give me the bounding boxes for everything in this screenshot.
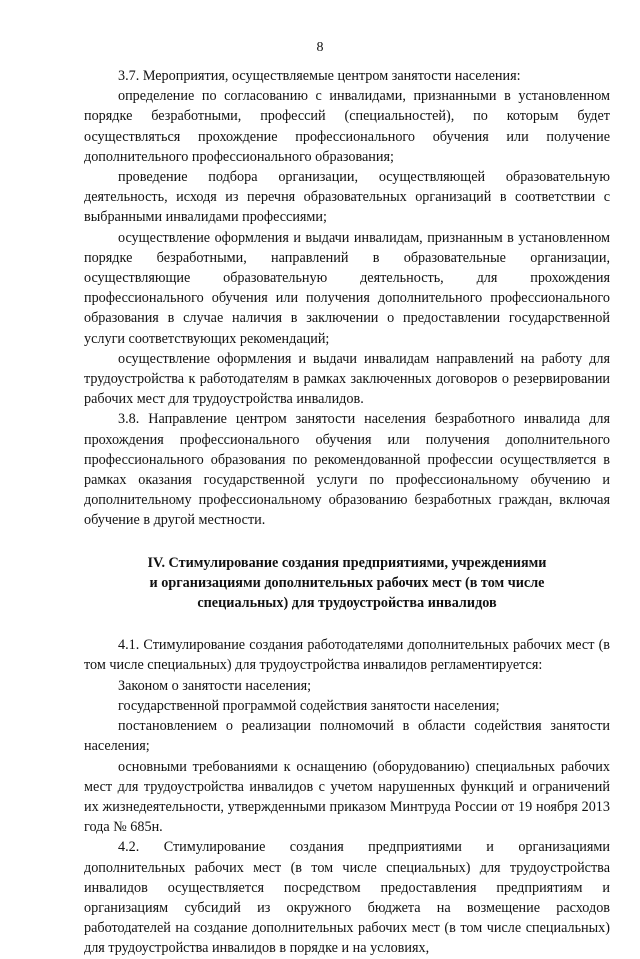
section-heading-line: специальных) для трудоустройства инвалидов xyxy=(197,595,497,612)
paragraph: проведение подбора организации, осуществляющей образовательную деятельность, исходя из перечня образовательных организаций в соответствии с выбранными инвалидами профессиями; xyxy=(84,169,610,226)
paragraph-4-2: 4.2. Стимулирование создания предприятиями и организациями дополнительных рабочих мест (в том числе специальных) для трудоустройства инвалидов осуществляется посредством предоставления предприятиям и организациям субсидий из окружного бюджета на возмещение расходов работодателей на создание дополнительных рабочих мест (в том числе специальных) для трудоустройства инвалидов в порядке и на условиях, xyxy=(84,839,610,957)
paragraph: основными требованиями к оснащению (оборудованию) специальных рабочих мест для трудоустройства инвалидов с учетом нарушенных функций и ограничений их жизнедеятельности, утвержденными приказом Минтруда России от 19 ноября 2013 года № 685н. xyxy=(84,758,610,836)
paragraph-3-8: 3.8. Направление центром занятости населения безработного инвалида для прохождения профессионального обучения или получения дополнительного профессионального образования по рекомендованной профессии осуществляется в рамках оказания государственной услуги по профессиональному обучению и дополнительному профессиональному образованию безработных граждан, включая обучение в другой местности. xyxy=(84,411,610,529)
section-heading-line: IV. Стимулирование создания предприятиями, учреждениями xyxy=(147,554,547,571)
paragraph: определение по согласованию с инвалидами, признанными в установленном порядке безработными, профессий (специальностей), по которым будет осуществляться прохождение профессионального обучения или получение дополнительного профессионального образования; xyxy=(84,88,610,165)
page-number: 8 xyxy=(316,40,324,55)
paragraph: осуществление оформления и выдачи инвалидам, признанным в установленном порядке безработными, направлений в образовательные организации, осуществляющие образовательную деятельность, для прохождения профессионального обучения или получения дополнительного профессионального образования в случае наличия в заключении о предоставлении государственной услуги соответствующих рекомендаций; xyxy=(84,229,610,347)
paragraph-3-7: 3.7. Мероприятия, осуществляемые центром занятости населения: xyxy=(118,68,521,84)
section-heading-line: и организациями дополнительных рабочих мест (в том числе xyxy=(149,574,545,591)
paragraph: государственной программой содействия занятости населения; xyxy=(118,697,500,714)
paragraph-4-1: 4.1. Стимулирование создания работодателями дополнительных рабочих мест (в том числе специальных) для трудоустройства инвалидов регламентируется: xyxy=(84,637,610,674)
paragraph: постановлением о реализации полномочий в области содействия занятости населения; xyxy=(84,718,610,755)
document-body xyxy=(84,66,610,959)
section-heading xyxy=(84,553,610,614)
paragraph: Законом о занятости населения; xyxy=(118,677,312,694)
paragraph: осуществление оформления и выдачи инвалидам направлений на работу для трудоустройства к работодателям в рамках заключенных договоров о резервировании рабочих мест для трудоустройства инвалидов. xyxy=(84,350,610,408)
